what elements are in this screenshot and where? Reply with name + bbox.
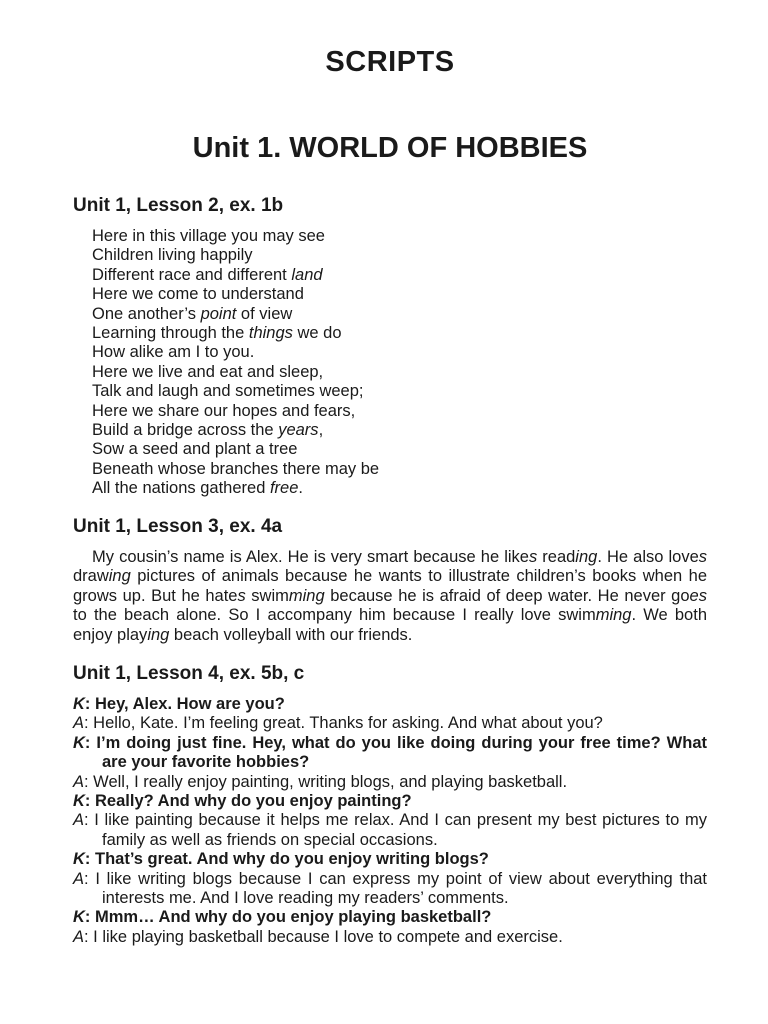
poem-line: Learning through the things we do <box>92 324 342 343</box>
page-title: SCRIPTS <box>325 46 455 78</box>
speaker-label: K <box>73 908 85 927</box>
poem-line: How alike am I to you. <box>92 343 255 362</box>
poem-line: Talk and laugh and sometimes weep; <box>92 382 364 401</box>
dialog-text: : Really? And why do you enjoy painting? <box>84 792 412 811</box>
poem-line: All the nations gathered free. <box>92 479 303 498</box>
dialog-text: : I like playing basketball because I love to compete and exercise. <box>84 927 563 946</box>
speaker-label: A <box>73 811 85 830</box>
poem <box>92 227 379 499</box>
dialog-line <box>73 811 707 850</box>
speaker-label: A <box>73 869 85 888</box>
dialog-line <box>73 773 707 792</box>
poem-line: One another’s point of view <box>92 304 293 323</box>
dialog-text: : That’s great. And why do you enjoy writing blogs? <box>84 850 489 869</box>
dialog-text: : I like painting because it helps me relax. And I can present my best pictures to my family as well as friends on special occasions. <box>84 811 707 849</box>
dialog-line <box>73 870 707 909</box>
speaker-label: K <box>73 733 85 752</box>
dialog-text: : I’m doing just fine. Hey, what do you like doing during your free time? What are your favorite hobbies? <box>84 733 707 772</box>
dialog <box>73 695 707 947</box>
dialog-line <box>73 714 707 733</box>
poem-line: Beneath whose branches there may be <box>92 459 380 478</box>
dialog-text: : I like writing blogs because I can express my point of view about everything that interests me. And I love reading my readers’ comments. <box>84 869 707 908</box>
dialog-line <box>73 695 707 714</box>
poem-line: Here we come to understand <box>92 285 304 304</box>
speaker-label: K <box>73 850 85 869</box>
dialog-line <box>73 928 707 947</box>
speaker-label: K <box>73 695 85 713</box>
poem-line: Sow a seed and plant a tree <box>92 440 298 459</box>
speaker-label: A <box>73 927 85 946</box>
dialog-text: : Well, I really enjoy painting, writing blogs, and playing basketball. <box>84 772 568 791</box>
unit-title: Unit 1. WORLD OF HOBBIES <box>192 132 588 164</box>
poem-line: Different race and different land <box>92 265 323 284</box>
poem-line: Children living happily <box>92 246 253 265</box>
speaker-label: A <box>73 772 85 791</box>
dialog-line <box>73 850 707 869</box>
dialog-line <box>73 792 707 811</box>
speaker-label: K <box>73 792 85 811</box>
dialog-line <box>73 908 707 927</box>
dialog-text: : Mmm… And why do you enjoy playing basketball? <box>84 908 492 927</box>
dialog-line <box>73 734 707 773</box>
poem-line: Here in this village you may see <box>92 227 325 245</box>
poem-line: Here we live and eat and sleep, <box>92 362 324 381</box>
dialog-text: : Hey, Alex. How are you? <box>84 695 285 713</box>
section-heading-lesson-4: Unit 1, Lesson 4, ex. 5b, c <box>73 663 305 684</box>
section-heading-lesson-3: Unit 1, Lesson 3, ex. 4a <box>73 516 283 537</box>
poem-line: Build a bridge across the years, <box>92 421 324 440</box>
poem-line: Here we share our hopes and fears, <box>92 401 356 420</box>
lesson-3-paragraph: My cousin’s name is Alex. He is very smart because he likes reading. He also loves drawing pictures of animals because he wants to illustrate children’s books when he grows up. But he hates swimming because he is afraid of deep water. He never goes to the beach alone. So I accompany him because I really love swimming. We both enjoy playing beach volleyball with our friends. <box>73 548 707 644</box>
speaker-label: A <box>73 714 85 733</box>
section-heading-lesson-2: Unit 1, Lesson 2, ex. 1b <box>73 195 284 216</box>
dialog-text: : Hello, Kate. I’m feeling great. Thanks for asking. And what about you? <box>84 714 603 733</box>
